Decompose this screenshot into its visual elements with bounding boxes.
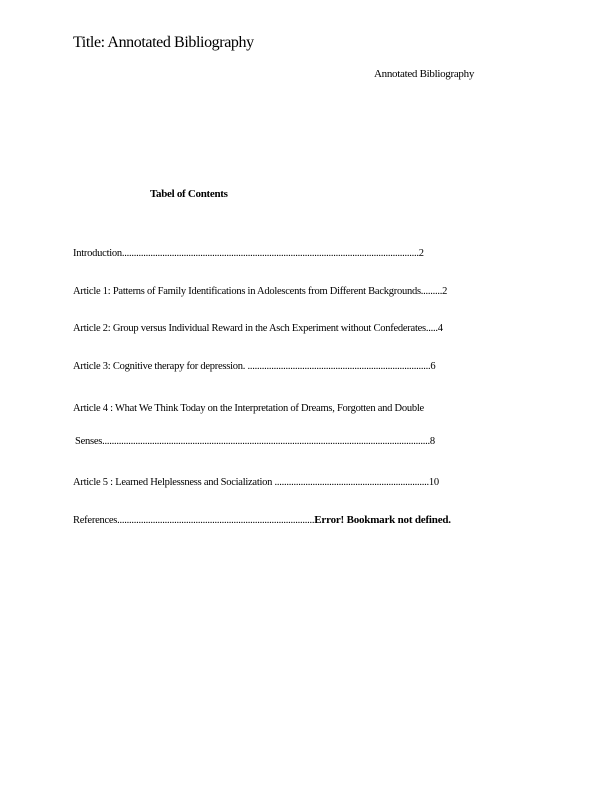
document-title: Title: Annotated Bibliography [73, 34, 254, 51]
toc-heading: Tabel of Contents [150, 188, 228, 200]
bookmark-error-text: Error! Bookmark not defined. [314, 514, 451, 526]
toc-references-label: References................................................................................... [73, 515, 315, 526]
running-header: Annotated Bibliography [374, 68, 475, 80]
toc-entry-article-5[interactable]: Article 5 : Learned Helplessness and Socialization .................................................................10 [73, 477, 439, 488]
toc-entry-article-1[interactable]: Article 1: Patterns of Family Identifications in Adolescents from Different Backgrounds.........2 [73, 286, 448, 297]
toc-entry-article-3[interactable]: Article 3: Cognitive therapy for depression. .............................................................................6 [73, 361, 436, 372]
toc-entry-article-4-cont[interactable]: Senses..........................................................................................................................................8 [75, 436, 435, 447]
toc-entry-article-4[interactable]: Article 4 : What We Think Today on the Interpretation of Dreams, Forgotten and Double [73, 403, 424, 414]
toc-entry-references[interactable] [73, 514, 451, 526]
toc-entry-article-2[interactable]: Article 2: Group versus Individual Reward in the Asch Experiment without Confederates.....4 [73, 323, 443, 334]
toc-entry-introduction[interactable]: Introduction.............................................................................................................................2 [73, 248, 424, 259]
